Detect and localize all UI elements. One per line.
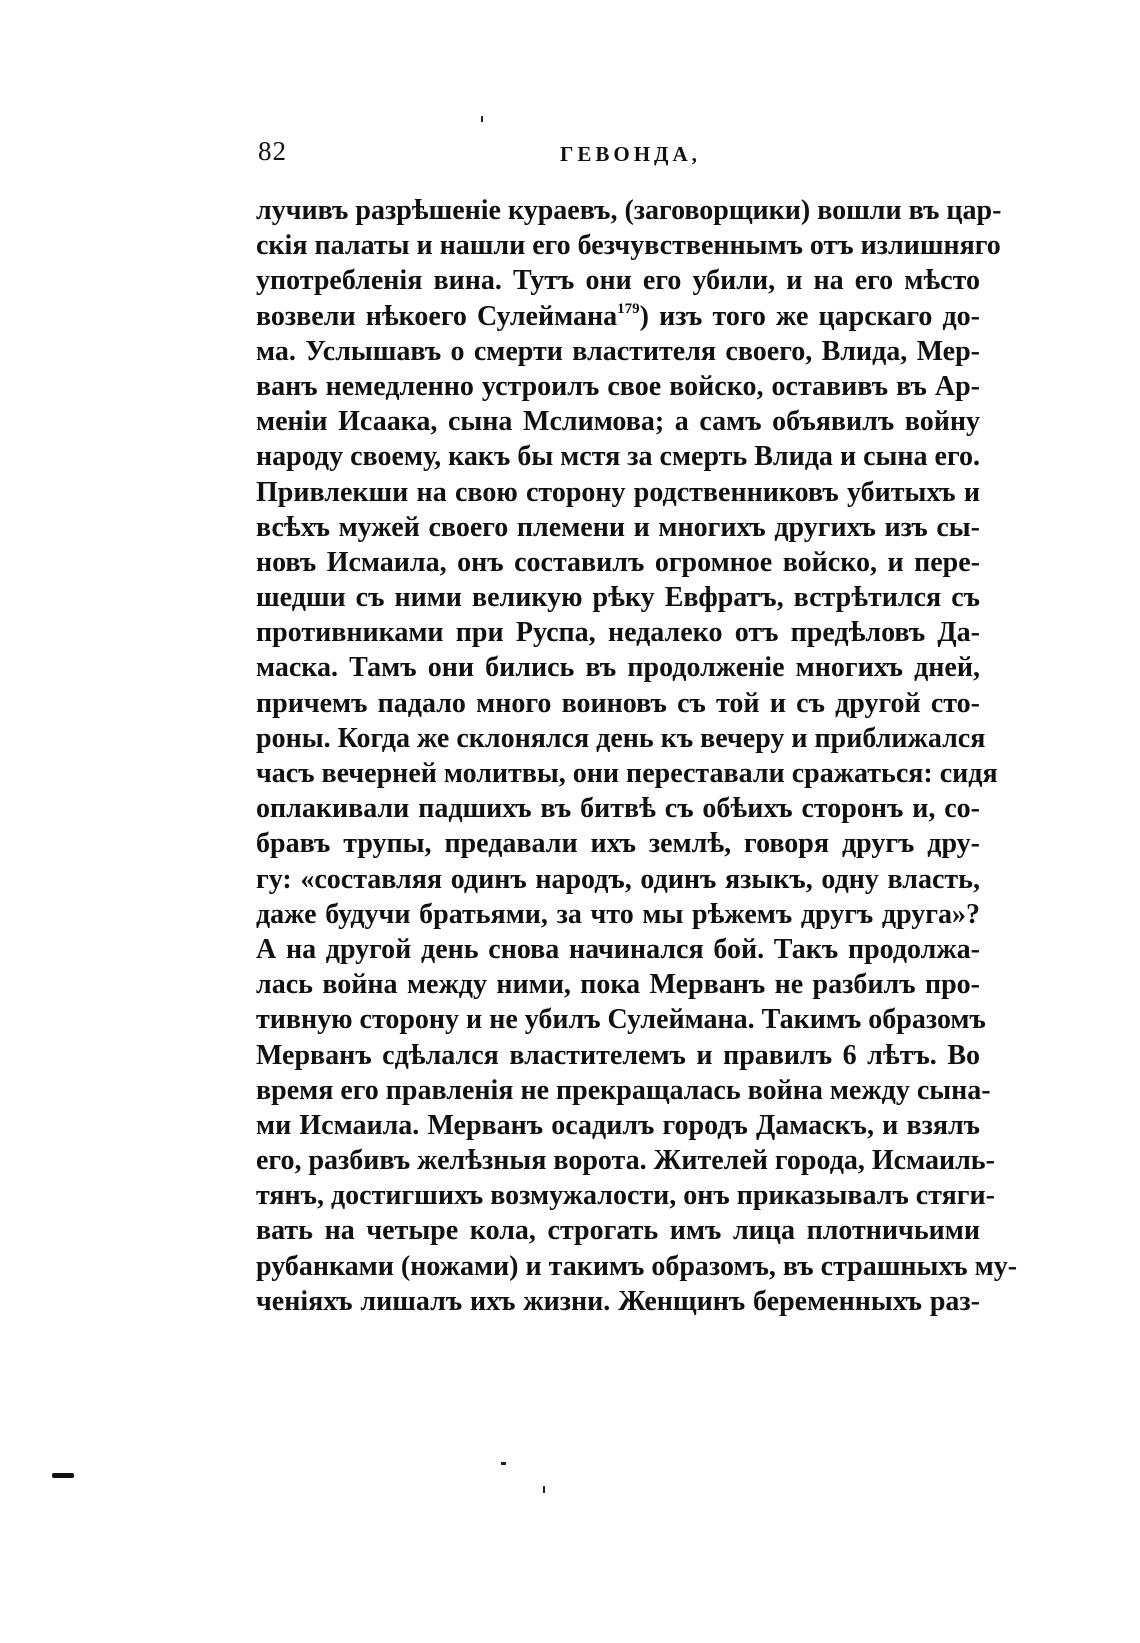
page-number: 82	[258, 136, 287, 166]
text-line: лучивъ разрѣшеніе кураевъ, (заговорщики) вошли въ цар-	[256, 195, 1002, 226]
text-segment: ) изъ того же царскаго до-	[639, 300, 981, 332]
text-line: вать на четыре кола, строгать имъ лица плотничьими	[256, 1215, 980, 1247]
text-line: гу: «составляя одинъ народъ, одинъ языкъ, одну власть,	[256, 863, 980, 895]
text-segment: возвели нѣкоего Сулеймана	[256, 300, 618, 332]
text-line: ма. Услышавъ о смерти властителя своего, Влида, Мер-	[256, 335, 980, 367]
text-line: бравъ трупы, предавали ихъ землѣ, говоря другъ дру-	[256, 828, 980, 860]
running-title: ГЕВОНДА,	[560, 142, 701, 166]
text-line: шедши съ ними великую рѣку Евфратъ, встрѣтился съ	[256, 582, 980, 614]
text-line-with-footnote	[256, 299, 980, 334]
scan-speck	[481, 116, 483, 122]
text-line: употребленія вина. Тутъ они его убили, и на его мѣсто	[256, 265, 980, 297]
text-line: рубанками (ножами) и такимъ образомъ, въ страшныхъ му-	[256, 1250, 1018, 1282]
text-line: тивную сторону и не убилъ Сулеймана. Такимъ образомъ	[256, 1004, 986, 1036]
text-line: даже будучи братьями, за что мы рѣжемъ другъ друга»?	[256, 898, 980, 930]
text-line: часъ вечерней молитвы, они переставали сражаться: сидя	[256, 758, 998, 789]
scan-speck	[543, 1486, 545, 1493]
text-line: ченіяхъ лишалъ ихъ жизни. Женщинъ беременныхъ раз-	[256, 1285, 980, 1317]
text-line: время его правленія не прекращалась война между сына-	[256, 1074, 991, 1106]
text-line: ванъ немедленно устроилъ свое войско, оставивъ въ Ар-	[256, 370, 980, 402]
footnote-reference[interactable]: 179	[617, 300, 640, 317]
text-line: ми Исмаила. Мерванъ осадилъ городъ Дамаскъ, и взялъ	[256, 1109, 980, 1141]
text-line: Мерванъ сдѣлался властителемъ и правилъ 6 лѣтъ. Во	[256, 1039, 980, 1071]
text-line: маска. Тамъ они бились въ продолженіе многихъ дней,	[256, 652, 980, 684]
text-line: меніи Исаака, сына Мслимова; а самъ объявилъ войну	[256, 406, 980, 438]
text-line: противниками при Руспа, недалеко отъ предѣловъ Да-	[256, 617, 980, 649]
text-line: скія палаты и нашли его безчувственнымъ отъ излишняго	[256, 230, 1001, 262]
text-line: тянъ, достигшихъ возмужалости, онъ приказывалъ стяги-	[256, 1180, 995, 1212]
text-line: роны. Когда же склонялся день къ вечеру и приближался	[256, 722, 986, 754]
body-text	[256, 193, 1018, 1319]
text-line: его, разбивъ желѣзныя ворота. Жителей города, Исмаиль-	[256, 1145, 995, 1177]
text-line: причемъ падало много воиновъ съ той и съ другой сто-	[256, 687, 980, 719]
text-line: оплакивали падшихъ въ битвѣ съ обѣихъ сторонъ и, со-	[256, 793, 980, 825]
margin-mark	[52, 1473, 74, 1478]
text-line: Привлекши на свою сторону родственниковъ убитыхъ и	[256, 476, 980, 508]
text-line: лась война между ними, пока Мерванъ не разбилъ про-	[256, 969, 980, 1001]
text-line: новъ Исмаила, онъ составилъ огромное войско, и пере-	[256, 546, 980, 578]
scan-speck	[501, 1462, 506, 1465]
text-line: А на другой день снова начинался бой. Такъ продолжа-	[256, 933, 980, 965]
text-line: всѣхъ мужей своего племени и многихъ другихъ изъ сы-	[256, 511, 980, 543]
text-line: народу своему, какъ бы мстя за смерть Влида и сына его.	[256, 441, 980, 473]
